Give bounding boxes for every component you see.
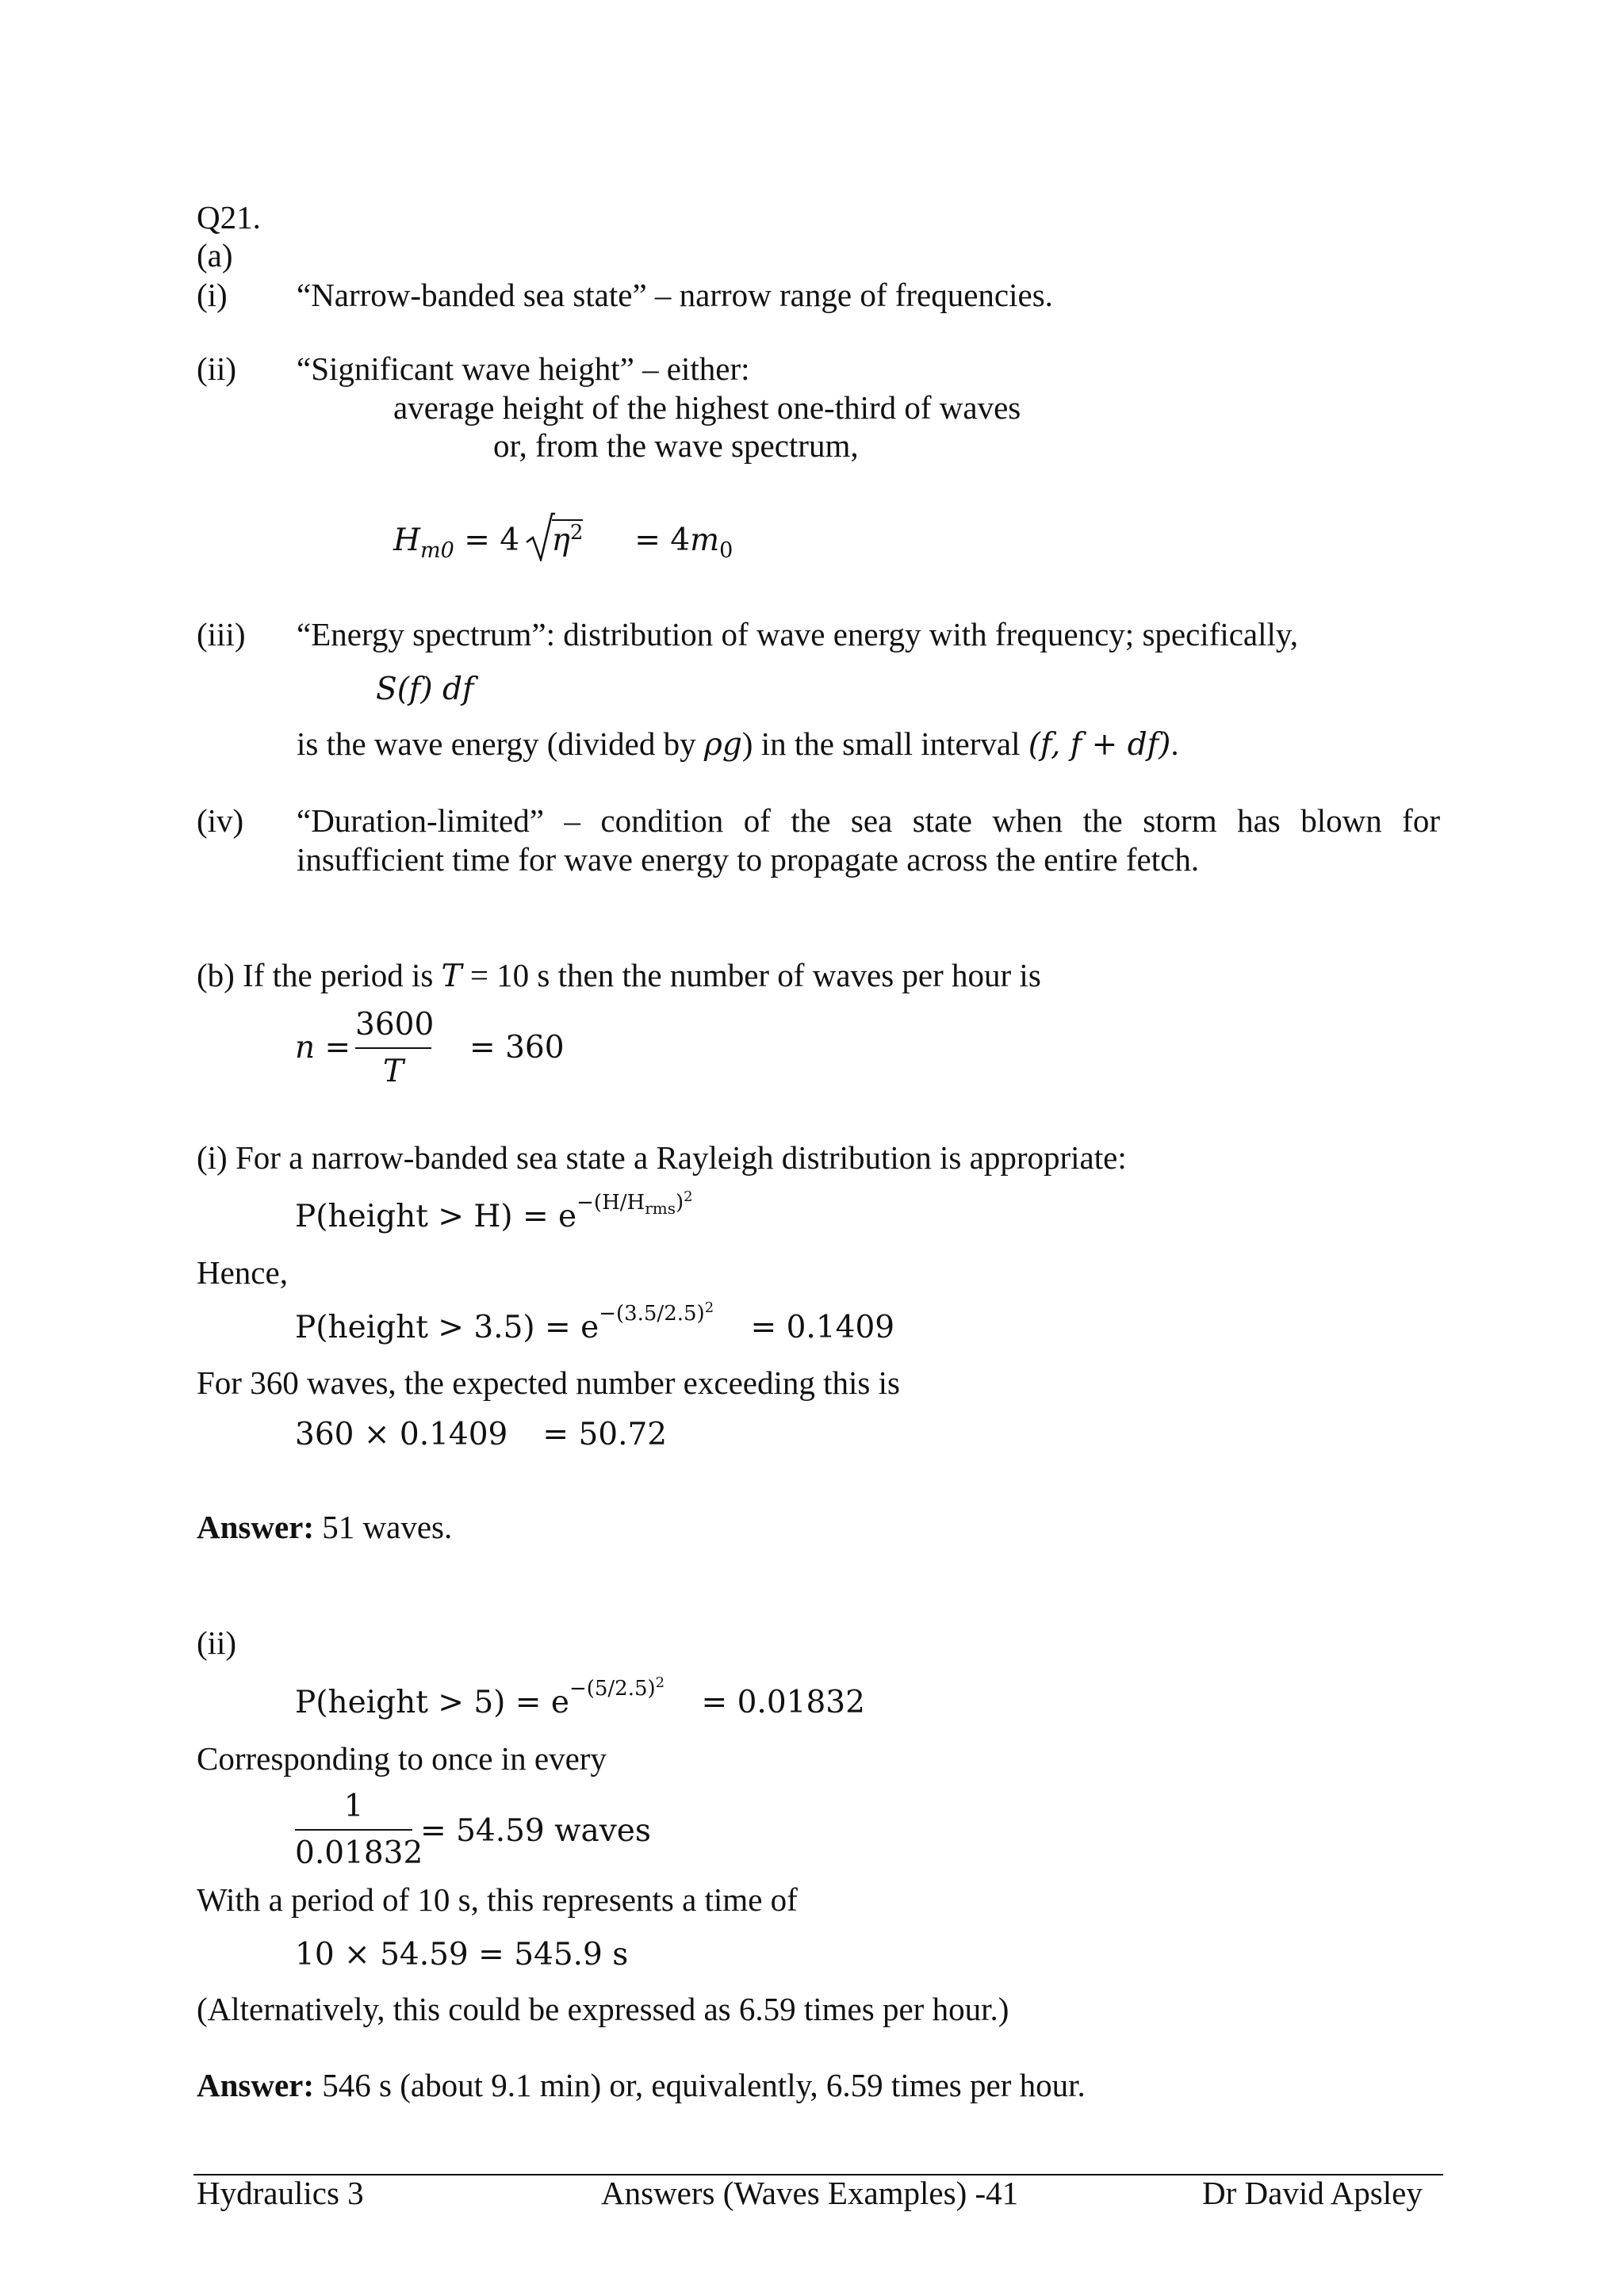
question-number: Q21.	[197, 199, 261, 235]
answer-b-ii: Answer: 546 s (about 9.1 min) or, equivalently, 6.59 times per hour.	[197, 2067, 1086, 2103]
footer-left: Hydraulics 3	[197, 2175, 364, 2211]
item-iv-line1: “Duration-limited” – condition of the sea state when the storm has blown for	[297, 802, 1440, 839]
period-text: With a period of 10 s, this represents a time of	[197, 1881, 798, 1918]
significant-wave-height-equation: $H_{m0} = 4$ $\eta^2 = 4m_0$	[393, 501, 733, 557]
item-ii-label: (ii)	[197, 350, 237, 387]
corresponding-text: Corresponding to once in every	[197, 1740, 607, 1777]
part-b-ii-label: (ii)	[197, 1624, 237, 1661]
part-b-i-intro: (i) For a narrow-banded sea state a Rayleigh distribution is appropriate:	[197, 1139, 1127, 1176]
item-ii-line3: or, from the wave spectrum,	[493, 427, 859, 464]
spectrum-expression: S(f) df	[376, 672, 474, 707]
rayleigh-equation: P(height > $H) = e^{-(H/H_{rms})^2}$	[295, 1188, 693, 1234]
expected-number-equation: 360 × 0.1409 = 50.72	[295, 1417, 668, 1452]
item-ii-line1: “Significant wave height” – either:	[297, 350, 750, 387]
probability-5-equation: P(height > $5) = e^{-(5/2.5)^2} = 0.01832$	[295, 1674, 865, 1720]
part-b-intro: (b) If the period is T = 10 s then the number of waves per hour is	[197, 957, 1041, 994]
item-iii-line1: “Energy spectrum”: distribution of wave energy with frequency; specifically,	[297, 616, 1298, 652]
part-a-label: (a)	[197, 237, 233, 274]
item-i-label: (i)	[197, 277, 228, 313]
once-every-fraction: 1 0.01832	[295, 1789, 423, 1871]
waves-per-hour-result: = 360	[469, 1030, 565, 1066]
probability-3-5-equation: P(height > $3.5) = e^{-(3.5/2.5)^2} = 0.1409$	[295, 1299, 895, 1345]
for-360-text: For 360 waves, the expected number exceeding this is	[197, 1364, 900, 1401]
footer-right: Dr David Apsley	[1202, 2175, 1423, 2211]
item-iii-line2: is the wave energy (divided by ρg) in the small interval (f, f + df).	[297, 725, 1179, 763]
waves-per-hour-n: n =	[295, 1030, 351, 1066]
footer-center: Answers (Waves Examples) -41	[601, 2175, 1019, 2211]
waves-per-hour-fraction: 3600 T	[355, 1007, 435, 1089]
sqrt-sign	[525, 512, 555, 561]
alternative-text: (Alternatively, this could be expressed as 6.59 times per hour.)	[197, 1991, 1009, 2027]
hence-text: Hence,	[197, 1254, 288, 1291]
item-i-text: “Narrow-banded sea state” – narrow range of frequencies.	[297, 277, 1053, 313]
item-iii-label: (iii)	[197, 616, 246, 652]
time-equation: 10 × 54.59 = 545.9 s	[295, 1937, 629, 1973]
item-iv-label: (iv)	[197, 802, 244, 839]
item-ii-line2: average height of the highest one-third of waves	[393, 389, 1021, 426]
answer-b-i: Answer: 51 waves.	[197, 1509, 453, 1545]
once-every-result: = 54.59 waves	[420, 1813, 651, 1849]
item-iv-line2: insufficient time for wave energy to propagate across the entire fetch.	[297, 841, 1200, 878]
